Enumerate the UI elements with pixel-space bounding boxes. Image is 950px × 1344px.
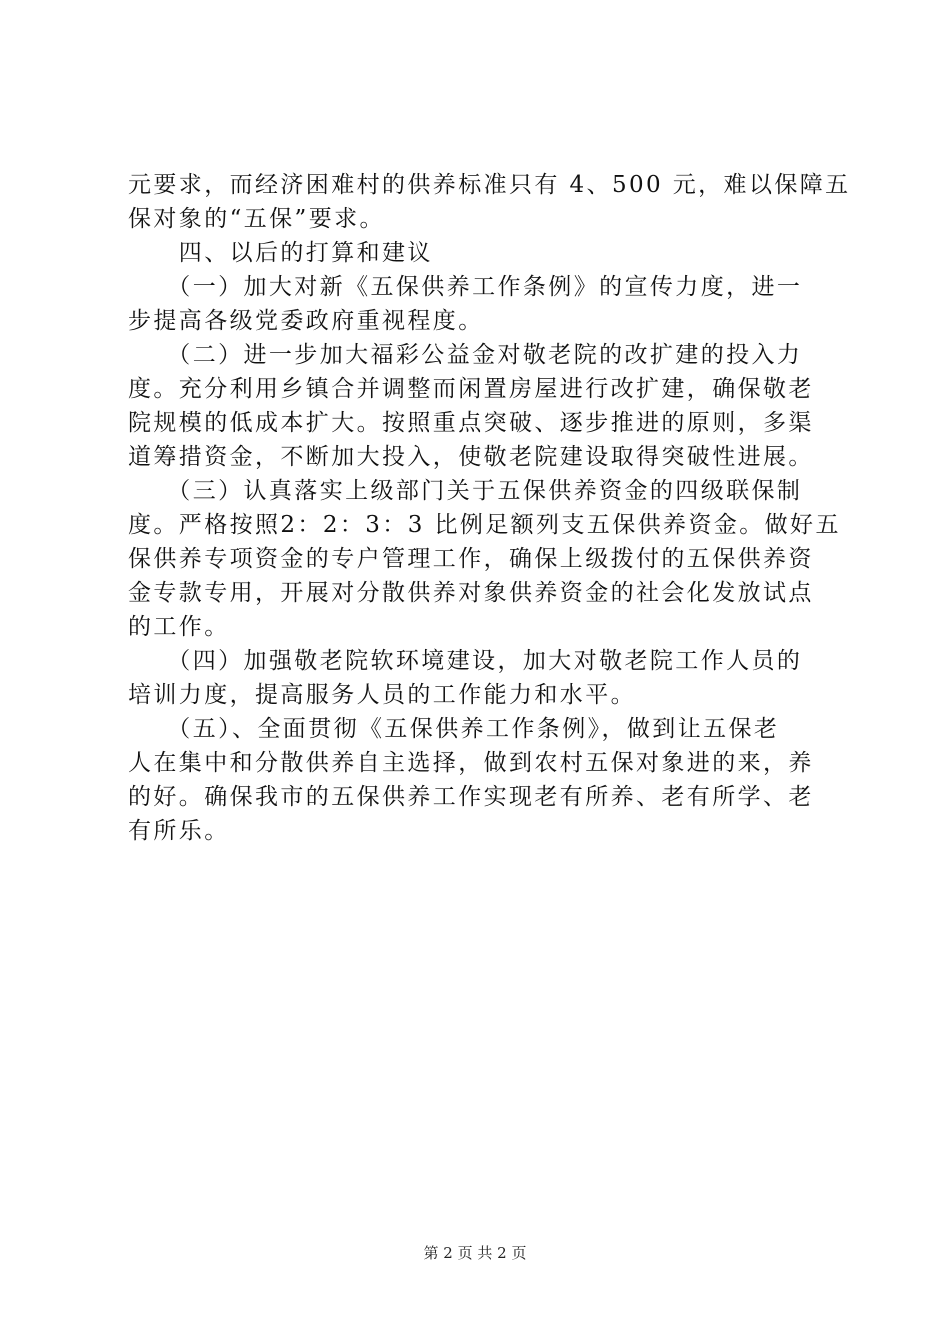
text-line: 人在集中和分散供养自主选择，做到农村五保对象进的来，养 <box>128 750 814 776</box>
text-line: （四）加强敬老院软环境建设，加大对敬老院工作人员的 <box>128 648 803 674</box>
text-line: （二）进一步加大福彩公益金对敬老院的改扩建的投入力 <box>128 342 803 368</box>
text-line: 度。严格按照2：2：3：3 比例足额列支五保供养资金。做好五 <box>128 512 841 538</box>
text-line: （三）认真落实上级部门关于五保供养资金的四级联保制 <box>128 478 803 504</box>
page-footer: 第 2 页 共 2 页 <box>423 1244 527 1262</box>
text-line: 培训力度，提高服务人员的工作能力和水平。 <box>128 682 636 708</box>
text-line: 道筹措资金，不断加大投入，使敬老院建设取得突破性进展。 <box>128 444 814 470</box>
text-line: 金专款专用，开展对分散供养对象供养资金的社会化发放试点 <box>128 580 814 606</box>
text-line: 保供养专项资金的专户管理工作，确保上级拨付的五保供养资 <box>128 546 814 572</box>
text-line: （一）加大对新《五保供养工作条例》的宣传力度，进一 <box>128 274 803 300</box>
text-line: 元要求，而经济困难村的供养标准只有 4、500 元，难以保障五 <box>128 172 851 198</box>
text-line: （五）、全面贯彻《五保供养工作条例》，做到让五保老 <box>128 716 780 742</box>
text-line: 的好。确保我市的五保供养工作实现老有所养、老有所学、老 <box>128 784 814 810</box>
text-line: 保对象的“五保”要求。 <box>128 206 385 232</box>
text-line: 有所乐。 <box>128 818 230 844</box>
body-text <box>128 168 851 848</box>
section-heading: 四、以后的打算和建议 <box>128 240 433 266</box>
text-line: 步提高各级党委政府重视程度。 <box>128 308 484 334</box>
text-line: 的工作。 <box>128 614 230 640</box>
text-line: 度。充分利用乡镇合并调整而闲置房屋进行改扩建，确保敬老 <box>128 376 814 402</box>
text-line: 院规模的低成本扩大。按照重点突破、逐步推进的原则，多渠 <box>128 410 814 436</box>
